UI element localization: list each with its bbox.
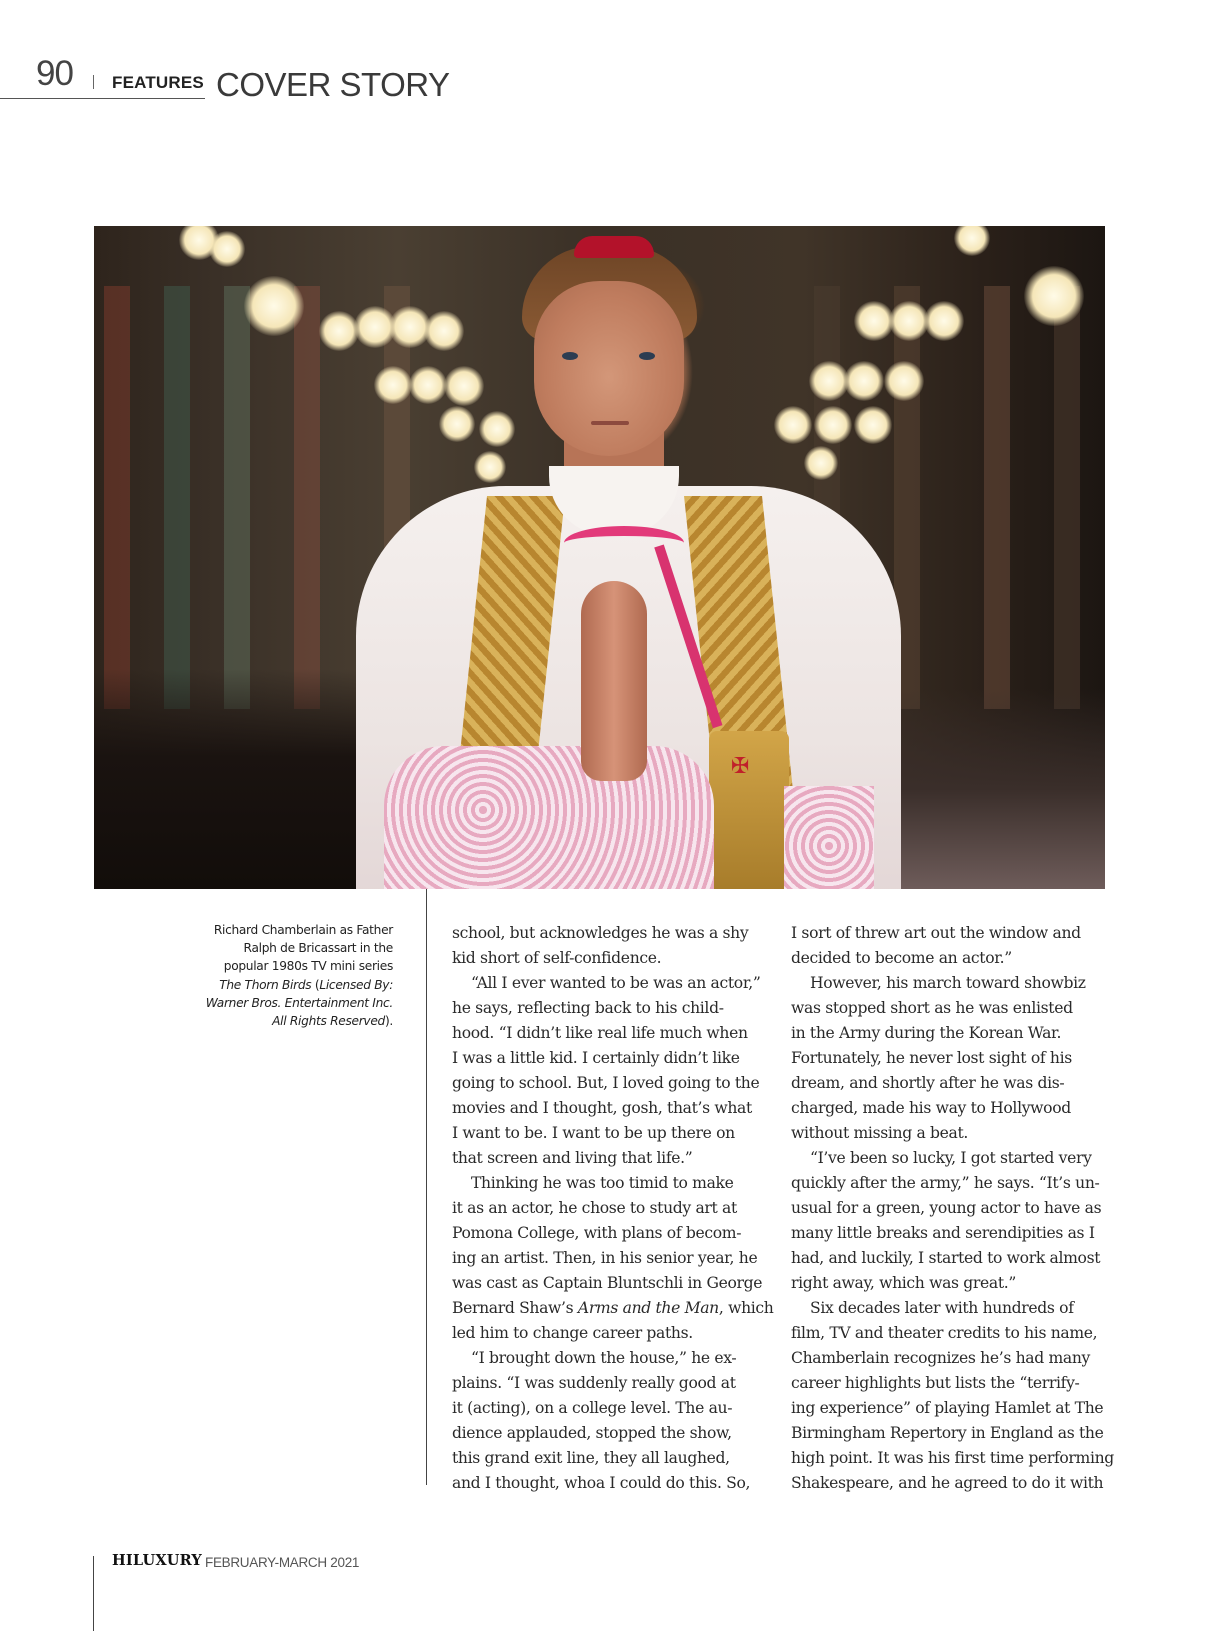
praying-hands xyxy=(581,581,647,781)
chandelier-light xyxy=(814,406,852,444)
cover-photo xyxy=(94,226,1105,889)
text-line: it as an actor, he chose to study art at xyxy=(452,1199,737,1217)
text-line: I sort of threw art out the window and xyxy=(791,924,1081,942)
photo-pillar xyxy=(294,286,320,709)
text-line: plains. “I was suddenly really good at xyxy=(452,1374,736,1392)
red-zucchetto xyxy=(574,236,654,258)
chandelier-light xyxy=(479,411,515,447)
congregation xyxy=(94,669,394,889)
text-line: I want to be. I want to be up there on xyxy=(452,1124,735,1142)
license-text: Warner Bros. Entertainment Inc. xyxy=(205,995,393,1010)
issue-date: FEBRUARY-MARCH 2021 xyxy=(205,1555,360,1570)
text-line: had, and luckily, I started to work almost xyxy=(791,1249,1101,1267)
chandelier-light xyxy=(1024,266,1084,326)
lace-sleeve-right xyxy=(784,786,874,889)
article-column-2 xyxy=(791,921,1114,1496)
caption-line: popular 1980s TV mini series xyxy=(223,959,393,974)
header-rule xyxy=(0,98,205,99)
text-line: “I brought down the house,” he ex- xyxy=(471,1349,737,1367)
chandelier-light xyxy=(474,451,506,483)
photo-pillar xyxy=(104,286,130,709)
photo-pillar xyxy=(984,286,1010,709)
text-line: Pomona College, with plans of becom- xyxy=(452,1224,742,1242)
chandelier-light xyxy=(774,406,812,444)
text-line: charged, made his way to Hollywood xyxy=(791,1099,1071,1117)
text-line: it (acting), on a college level. The au- xyxy=(452,1399,733,1417)
right-eye xyxy=(639,352,655,360)
chandelier-light xyxy=(889,301,929,341)
text-line: many little breaks and serendipities as I xyxy=(791,1224,1095,1242)
photo-caption xyxy=(180,921,393,1030)
caption-paren: ). xyxy=(384,1014,393,1029)
caption-line xyxy=(180,994,393,1012)
text-line: hood. “I didn’t like real life much when xyxy=(452,1024,748,1042)
text-line: Shakespeare, and he agreed to do it with xyxy=(791,1474,1104,1492)
chandelier-light xyxy=(374,366,412,404)
text-line: ing experience” of playing Hamlet at The xyxy=(791,1399,1104,1417)
text-line: I was a little kid. I certainly didn’t like xyxy=(452,1049,740,1067)
text-line: was cast as Captain Bluntschli in George xyxy=(452,1274,763,1292)
text-line: Six decades later with hundreds of xyxy=(810,1299,1074,1317)
text-line: in the Army during the Korean War. xyxy=(791,1024,1062,1042)
text-fragment: , which xyxy=(718,1299,774,1317)
text-line: decided to become an actor.” xyxy=(791,949,1012,967)
text-line: school, but acknowledges he was a shy xyxy=(452,924,749,942)
caption-line xyxy=(180,976,393,994)
mouth xyxy=(591,421,629,425)
caption-line: Ralph de Bricassart in the xyxy=(243,941,393,956)
lace-sleeves xyxy=(384,746,714,889)
text-line: usual for a green, young actor to have as xyxy=(791,1199,1102,1217)
play-title: Arms and the Man xyxy=(577,1299,719,1317)
text-line: that screen and living that life.” xyxy=(452,1149,693,1167)
chandelier-light xyxy=(844,361,884,401)
text-line: kid short of self-confidence. xyxy=(452,949,662,967)
text-line: right away, which was great.” xyxy=(791,1274,1017,1292)
chandelier-light xyxy=(209,231,245,267)
column-divider xyxy=(426,889,427,1485)
chandelier-light xyxy=(954,226,990,256)
text-line: dream, and shortly after he was dis- xyxy=(791,1074,1065,1092)
text-line: “I’ve been so lucky, I got started very xyxy=(810,1149,1092,1167)
show-title: The Thorn Birds xyxy=(219,977,312,992)
face xyxy=(534,281,684,456)
text-line: Birmingham Repertory in England as the xyxy=(791,1424,1104,1442)
gold-maniple xyxy=(709,731,789,889)
text-line: movies and I thought, gosh, that’s what xyxy=(452,1099,752,1117)
chandelier-light xyxy=(854,406,892,444)
photo-pillar xyxy=(164,286,190,709)
license-text: All Rights Reserved xyxy=(272,1014,385,1029)
text-line: he says, reflecting back to his child- xyxy=(452,999,724,1017)
chandelier-light xyxy=(409,366,447,404)
photo-pillar xyxy=(224,286,250,709)
footer-rule xyxy=(93,1556,94,1631)
chandelier-light xyxy=(424,311,464,351)
chandelier-light xyxy=(439,406,475,442)
text-line: “All I ever wanted to be was an actor,” xyxy=(471,974,761,992)
text-line: and I thought, whoa I could do this. So, xyxy=(452,1474,751,1492)
chandelier-light xyxy=(319,311,359,351)
chandelier-light xyxy=(809,361,849,401)
text-line: high point. It was his first time performing xyxy=(791,1449,1114,1467)
chandelier-light xyxy=(444,366,484,406)
text-line: Chamberlain recognizes he’s had many xyxy=(791,1349,1091,1367)
chandelier-light xyxy=(884,361,924,401)
chandelier-light xyxy=(854,301,894,341)
text-line: going to school. But, I loved going to the xyxy=(452,1074,760,1092)
text-line: Fortunately, he never lost sight of his xyxy=(791,1049,1072,1067)
subsection-title: COVER STORY xyxy=(216,66,450,103)
text-line: was stopped short as he was enlisted xyxy=(791,999,1073,1017)
page-number: 90 xyxy=(36,54,73,93)
text-line: film, TV and theater credits to his name, xyxy=(791,1324,1098,1342)
section-label: FEATURES xyxy=(112,73,204,92)
magazine-brand: HILUXURY xyxy=(112,1552,202,1569)
text-fragment: Bernard Shaw’s xyxy=(452,1299,578,1317)
text-line: However, his march toward showbiz xyxy=(810,974,1086,992)
caption-paren: ( xyxy=(311,977,320,992)
text-line: without missing a beat. xyxy=(791,1124,968,1142)
text-line: led him to change career paths. xyxy=(452,1324,693,1342)
caption-line xyxy=(180,1012,393,1030)
text-line: career highlights but lists the “terrify- xyxy=(791,1374,1080,1392)
text-line xyxy=(452,1296,772,1321)
text-line: this grand exit line, they all laughed, xyxy=(452,1449,730,1467)
text-line: ing an artist. Then, in his senior year, he xyxy=(452,1249,758,1267)
chandelier-light xyxy=(924,301,964,341)
text-line: quickly after the army,” he says. “It’s un- xyxy=(791,1174,1100,1192)
chandelier-light xyxy=(244,276,304,336)
left-eye xyxy=(562,352,578,360)
photo-pillar xyxy=(1054,286,1080,709)
text-line: dience applauded, stopped the show, xyxy=(452,1424,732,1442)
header-separator xyxy=(93,75,94,89)
chandelier-light xyxy=(804,446,838,480)
article-column-1 xyxy=(452,921,772,1496)
caption-line: Richard Chamberlain as Father xyxy=(213,923,393,937)
license-text: Licensed By: xyxy=(319,977,393,992)
cross-icon: ✠ xyxy=(731,754,750,779)
text-line: Thinking he was too timid to make xyxy=(471,1174,734,1192)
